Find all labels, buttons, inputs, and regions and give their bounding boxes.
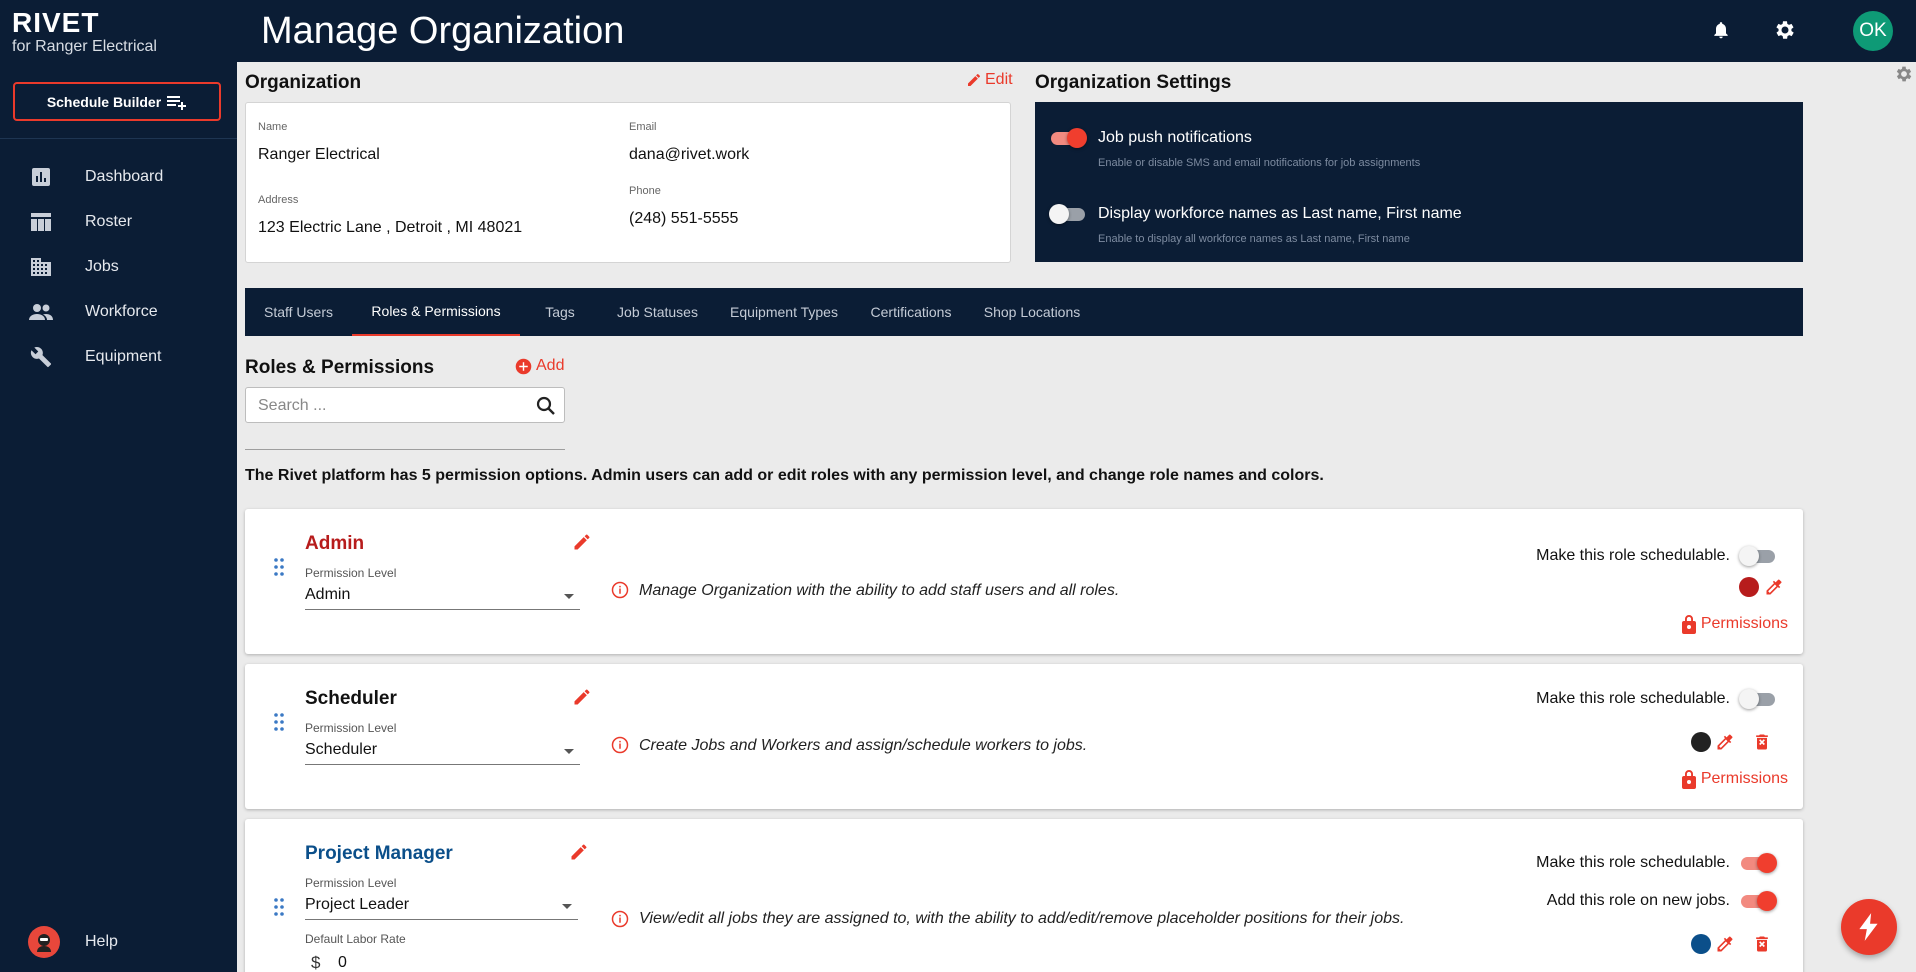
sidebar-item-roster[interactable] (0, 202, 237, 242)
schedulable-label: Make this role schedulable. (1536, 690, 1730, 707)
permission-level-label: Permission Level (305, 721, 397, 735)
sidebar-item-label: Dashboard (85, 168, 164, 185)
address-label: Address (258, 194, 299, 206)
roles-search-input[interactable] (258, 396, 518, 416)
permissions-label: Permissions (1700, 615, 1788, 632)
add-label: Add (536, 357, 565, 374)
tab-staff-users[interactable]: Staff Users (264, 304, 333, 320)
permissions-button[interactable] (1681, 769, 1788, 789)
name-label: Name (258, 121, 288, 133)
role-card-admin (245, 509, 1803, 654)
brand[interactable] (12, 8, 222, 56)
schedule-builder-button[interactable] (13, 82, 221, 121)
help-label: Help (85, 933, 118, 950)
drag-handle-icon[interactable] (272, 557, 286, 577)
sidebar (0, 62, 237, 972)
brand-subtitle: for Ranger Electrical (12, 38, 157, 55)
permissions-label: Permissions (1700, 770, 1788, 787)
edit-label: Edit (985, 71, 1013, 88)
user-avatar[interactable]: OK (1853, 11, 1893, 51)
chevron-down-icon (562, 904, 572, 909)
search-icon[interactable] (534, 394, 558, 418)
wrench-icon (29, 345, 53, 369)
role-description: Manage Organization with the ability to add staff users and all roles. (639, 582, 1120, 599)
role-name: Admin (305, 533, 365, 554)
org-phone-value: (248) 551-5555 (629, 210, 739, 227)
organization-heading: Organization (245, 72, 362, 93)
roles-intro-text: The Rivet platform has 5 permission options. Admin users can add or edit roles with any permission level, and change role names and colors. (245, 467, 1324, 484)
add-role-button[interactable] (515, 357, 564, 375)
sidebar-item-equipment[interactable] (0, 337, 237, 377)
setting-title: Display workforce names as Last name, First name (1098, 205, 1462, 222)
permission-level-select[interactable] (305, 584, 580, 610)
help-avatar-icon (28, 926, 60, 958)
top-header (0, 0, 1916, 62)
sidebar-item-label: Jobs (85, 258, 119, 275)
sidebar-item-dashboard[interactable] (0, 157, 237, 197)
role-description: Create Jobs and Workers and assign/schedule workers to jobs. (639, 737, 1088, 754)
bell-icon[interactable] (1707, 16, 1735, 44)
permission-level-value: Project Leader (305, 896, 410, 913)
sidebar-divider (0, 138, 237, 139)
lock-icon (1681, 769, 1697, 789)
tab-shop-locations[interactable]: Shop Locations (983, 304, 1081, 320)
drag-handle-icon[interactable] (272, 712, 286, 732)
page-settings-gear-icon[interactable] (1894, 64, 1914, 84)
schedulable-toggle[interactable] (1739, 853, 1777, 873)
tab-certifications[interactable]: Certifications (870, 304, 952, 320)
role-name: Project Manager (305, 843, 453, 864)
chevron-down-icon (564, 749, 574, 754)
role-name: Scheduler (305, 688, 397, 709)
schedulable-label: Make this role schedulable. (1536, 854, 1730, 871)
page-title: Manage Organization (261, 10, 625, 52)
info-icon (611, 581, 629, 599)
organization-card (245, 102, 1011, 263)
edit-role-name-icon[interactable] (572, 687, 592, 707)
edit-organization-button[interactable] (966, 71, 1013, 89)
setting-description: Enable to display all workforce names as Last name, First name (1098, 233, 1410, 245)
schedulable-label: Make this role schedulable. (1536, 547, 1730, 564)
search-divider (245, 449, 565, 450)
tab-tags[interactable]: Tags (545, 304, 575, 320)
pencil-icon (966, 72, 982, 88)
info-icon (611, 910, 629, 928)
delete-icon[interactable] (1752, 732, 1772, 752)
add-circle-icon (515, 358, 532, 375)
job-push-notifications-toggle[interactable] (1049, 128, 1087, 148)
default-labor-rate-input[interactable]: 0 (338, 954, 347, 971)
brand-logo: RIVET (12, 7, 100, 38)
phone-label: Phone (629, 185, 661, 197)
roles-heading: Roles & Permissions (245, 357, 435, 378)
schedulable-toggle[interactable] (1739, 689, 1777, 709)
org-email-value: dana@rivet.work (629, 146, 750, 163)
sidebar-item-workforce[interactable] (0, 292, 237, 332)
org-settings-heading: Organization Settings (1035, 72, 1232, 93)
role-card-project-manager (245, 819, 1803, 972)
role-color-swatch (1691, 732, 1711, 752)
setting-title: Job push notifications (1098, 129, 1252, 146)
org-name-value: Ranger Electrical (258, 146, 380, 163)
roster-icon (29, 210, 53, 234)
playlist-add-icon (167, 94, 187, 110)
tab-equipment-types[interactable]: Equipment Types (730, 304, 838, 320)
sidebar-item-label: Workforce (85, 303, 158, 320)
sidebar-item-label: Roster (85, 213, 133, 230)
role-color-swatch (1739, 577, 1759, 597)
permission-level-select[interactable] (305, 894, 578, 920)
last-name-first-toggle[interactable] (1049, 204, 1087, 224)
eyedropper-icon[interactable] (1764, 577, 1784, 597)
setting-description: Enable or disable SMS and email notifications for job assignments (1098, 157, 1421, 169)
default-labor-rate-label: Default Labor Rate (305, 932, 406, 946)
drag-handle-icon[interactable] (272, 897, 286, 917)
info-icon (611, 736, 629, 754)
role-description: View/edit all jobs they are assigned to, with the ability to add/edit/remove placeholder positions for their jobs. (639, 910, 1405, 927)
permission-level-value: Admin (305, 586, 351, 603)
sidebar-item-jobs[interactable] (0, 247, 237, 287)
tab-roles-permissions[interactable]: Roles & Permissions (352, 288, 520, 336)
permission-level-select[interactable] (305, 739, 580, 765)
permissions-button[interactable] (1681, 614, 1788, 634)
dashboard-icon (29, 165, 53, 189)
currency-symbol: $ (311, 953, 321, 972)
eyedropper-icon[interactable] (1715, 934, 1735, 954)
permission-level-label: Permission Level (305, 876, 397, 890)
tab-bar (245, 288, 1803, 336)
role-card-scheduler (245, 664, 1803, 809)
add-on-new-jobs-toggle[interactable] (1739, 891, 1777, 911)
edit-role-name-icon[interactable] (572, 532, 592, 552)
permission-level-label: Permission Level (305, 566, 397, 580)
delete-icon[interactable] (1752, 934, 1772, 954)
org-settings-card (1035, 102, 1803, 262)
tab-job-statuses[interactable]: Job Statuses (617, 304, 698, 320)
eyedropper-icon[interactable] (1715, 732, 1735, 752)
lightning-icon (1856, 912, 1882, 942)
role-color-swatch (1691, 934, 1711, 954)
org-address-value: 123 Electric Lane , Detroit , MI 48021 (258, 219, 523, 236)
workforce-icon (29, 300, 53, 324)
permission-level-value: Scheduler (305, 741, 378, 758)
gear-icon[interactable] (1771, 16, 1799, 44)
chevron-down-icon (564, 594, 574, 599)
email-label: Email (629, 121, 657, 133)
sidebar-item-help[interactable] (0, 922, 237, 962)
add-on-new-jobs-label: Add this role on new jobs. (1546, 892, 1730, 909)
edit-role-name-icon[interactable] (569, 842, 589, 862)
roles-search-box (245, 387, 565, 423)
sidebar-item-label: Equipment (85, 348, 162, 365)
jobs-icon (29, 255, 53, 279)
quick-action-button[interactable] (1841, 899, 1897, 955)
schedulable-toggle[interactable] (1739, 546, 1777, 566)
lock-icon (1681, 614, 1697, 634)
schedule-builder-label: Schedule Builder (46, 93, 162, 110)
